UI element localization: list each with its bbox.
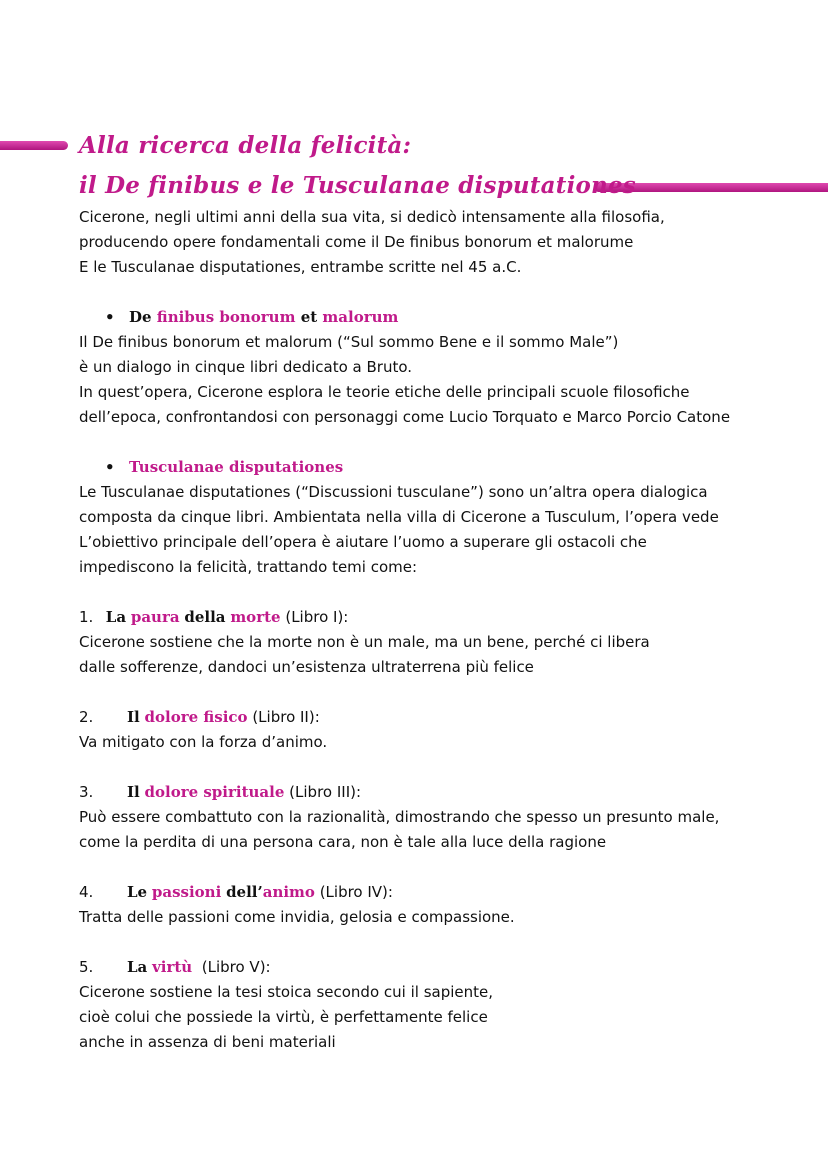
intro-line: Cicerone, negli ultimi anni della sua vita, si dedicò intensamente alla filosofia, (79, 208, 665, 226)
list-item-heading: 1. La paura della morte (Libro I): (79, 608, 349, 626)
paragraph-line: è un dialogo in cinque libri dedicato a Bruto. (79, 358, 413, 376)
paragraph-line: Il De finibus bonorum et malorum (“Sul sommo Bene e il sommo Male”) (79, 333, 619, 351)
list-item-text: Cicerone sostiene che la morte non è un male, ma un bene, perché ci libera (79, 633, 650, 651)
list-item-text: Tratta delle passioni come invidia, gelosia e compassione. (79, 908, 515, 926)
bullet-icon: • (105, 308, 115, 326)
paragraph-line: impediscono la felicità, trattando temi come: (79, 558, 418, 576)
list-item-text: anche in assenza di beni materiali (79, 1033, 336, 1051)
intro-line: producendo opere fondamentali come il De finibus bonorum et malorume (79, 233, 634, 251)
paragraph-line: composta da cinque libri. Ambientata nella villa di Cicerone a Tusculum, l’opera vede (79, 508, 719, 526)
list-item-text: Può essere combattuto con la razionalità, dimostrando che spesso un presunto male, (79, 808, 720, 826)
list-item-heading: 4. Le passioni dell’animo (Libro IV): (79, 883, 393, 901)
list-item-text: Va mitigato con la forza d’animo. (79, 733, 328, 751)
page-title-line-2: il De finibus e le Tusculanae disputationes (79, 172, 636, 199)
paragraph-line: Le Tusculanae disputationes (“Discussioni tusculane”) sono un’altra opera dialogica (79, 483, 708, 501)
paragraph-line: L’obiettivo principale dell’opera è aiutare l’uomo a superare gli ostacoli che (79, 533, 647, 551)
list-item-heading: 3. Il dolore spirituale (Libro III): (79, 783, 362, 801)
bullet-icon: • (105, 458, 115, 476)
decorative-bar-left (0, 141, 68, 150)
list-item-text: dalle sofferenze, dandoci un’esistenza ultraterrena più felice (79, 658, 534, 676)
paragraph-line: dell’epoca, confrontandosi con personaggi come Lucio Torquato e Marco Porcio Catone (79, 408, 731, 426)
list-item-text: Cicerone sostiene la tesi stoica secondo cui il sapiente, (79, 983, 494, 1001)
intro-line: E le Tusculanae disputationes, entrambe scritte nel 45 a.C. (79, 258, 522, 276)
document-body (79, 205, 819, 1055)
section-heading-tusculanae: • Tusculanae disputationes (79, 455, 819, 480)
list-item-heading: 5. La virtù (Libro V): (79, 958, 271, 976)
list-item-heading: 2. Il dolore fisico (Libro II): (79, 708, 320, 726)
paragraph-line: In quest’opera, Cicerone esplora le teorie etiche delle principali scuole filosofiche (79, 383, 690, 401)
list-item-text: come la perdita di una persona cara, non è tale alla luce della ragione (79, 833, 607, 851)
section-heading-de-finibus: • De finibus bonorum et malorum (79, 305, 819, 330)
page-title-line-1: Alla ricerca della felicità: (79, 132, 412, 159)
list-item-text: cioè colui che possiede la virtù, è perfettamente felice (79, 1008, 488, 1026)
